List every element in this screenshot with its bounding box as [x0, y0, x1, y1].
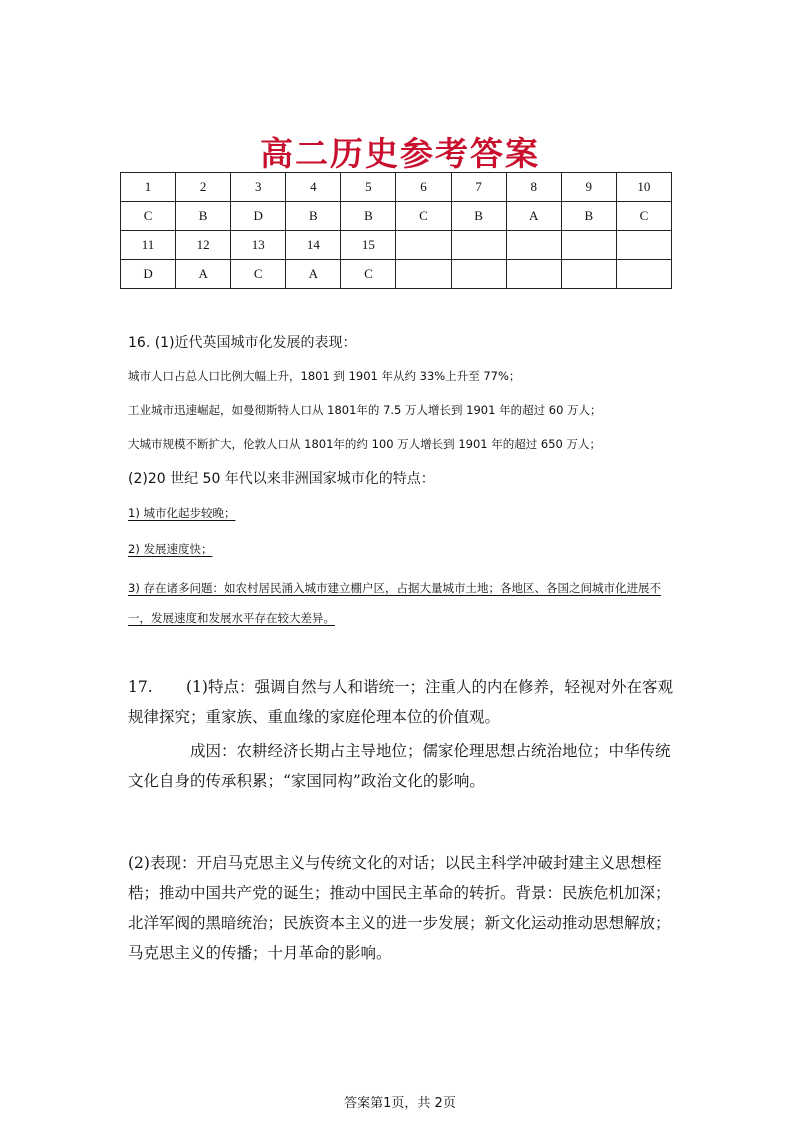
q16-line-1: 城市人口占总人口比例大幅上升，1801 到 1901 年从约 33%上升至 77%； — [128, 369, 521, 383]
answer-table-cell: D — [231, 202, 286, 231]
answer-table-cell — [616, 260, 671, 289]
q16-sub-heading: (2)20 世纪 50 年代以来非洲国家城市化的特点： — [128, 471, 435, 487]
q17-part1-cause: 成因：农耕经济长期占主导地位；儒家伦理思想占统治地位；中华传统文化自身的传承积累；“家国同构”政治文化的影响。 — [128, 742, 671, 790]
answer-table-cell: C — [121, 202, 176, 231]
answer-table-row — [121, 260, 672, 289]
answer-table-cell: 9 — [561, 173, 616, 202]
q17-part1-text: (1)特点：强调自然与人和谐统一；注重人的内在修养，轻视对外在客观规律探究；重家族、重血缘的家庭伦理本位的价值观。 — [128, 678, 673, 726]
answer-table — [120, 172, 672, 289]
answer-table-cell — [451, 260, 506, 289]
answer-table-cell — [451, 231, 506, 260]
page-footer: 答案第1页，共 2页 — [344, 1096, 456, 1111]
q16-heading: 16. (1)近代英国城市化发展的表现： — [128, 335, 357, 351]
answer-table-cell: 3 — [231, 173, 286, 202]
answer-table-cell — [506, 260, 561, 289]
answer-table-cell: B — [176, 202, 231, 231]
answer-table-cell: D — [121, 260, 176, 289]
answer-table-cell: 13 — [231, 231, 286, 260]
answer-table-cell — [616, 231, 671, 260]
q16-point-1: 1) 城市化起步较晚； — [128, 506, 236, 520]
answer-table-row — [121, 202, 672, 231]
answer-table-cell: 15 — [341, 231, 396, 260]
page-title: 高二历史参考答案 — [260, 134, 540, 173]
answer-table-cell: B — [286, 202, 341, 231]
answer-table-cell: C — [231, 260, 286, 289]
answer-table-cell: C — [341, 260, 396, 289]
answer-table-cell: 12 — [176, 231, 231, 260]
answer-table-cell: C — [396, 202, 451, 231]
answer-table-cell: 14 — [286, 231, 341, 260]
answer-table-cell: A — [176, 260, 231, 289]
answer-table-cell: 2 — [176, 173, 231, 202]
answer-table-cell: 5 — [341, 173, 396, 202]
q16-line-3: 大城市规模不断扩大，伦敦人口从 1801年的约 100 万人增长到 1901 年的超过 650 万人； — [128, 437, 602, 451]
q17-part1 — [128, 672, 680, 732]
answer-table-cell: B — [451, 202, 506, 231]
answer-table-cell — [506, 231, 561, 260]
answer-table-cell — [396, 260, 451, 289]
answer-table-cell — [561, 260, 616, 289]
answer-table-cell: 1 — [121, 173, 176, 202]
answer-table-cell — [561, 231, 616, 260]
answer-table-cell: 4 — [286, 173, 341, 202]
answer-table-cell: 8 — [506, 173, 561, 202]
q16-line-2: 工业城市迅速崛起，如曼彻斯特人口从 1801年的 7.5 万人增长到 1901 年的超过 60 万人； — [128, 403, 602, 417]
answer-table-cell — [396, 231, 451, 260]
answer-table-cell: C — [616, 202, 671, 231]
q16-point-2: 2) 发展速度快； — [128, 542, 213, 556]
answer-table-row — [121, 231, 672, 260]
answer-table-cell: B — [341, 202, 396, 231]
answer-table-cell: 6 — [396, 173, 451, 202]
q17-part2: (2)表现：开启马克思主义与传统文化的对话；以民主科学冲破封建主义思想桎梏；推动中国共产党的诞生；推动中国民主革命的转折。背景：民族危机加深；北洋军阀的黑暗统治；民族资本主义的进一步发展；新文化运动推动思想解放；马克思主义的传播；十月革命的影响。 — [128, 854, 671, 962]
answer-table-cell: 10 — [616, 173, 671, 202]
answer-table-cell: B — [561, 202, 616, 231]
answer-table-row — [121, 173, 672, 202]
answer-table-cell: A — [506, 202, 561, 231]
answer-table-cell: 11 — [121, 231, 176, 260]
q16-point-3: 3) 存在诸多问题：如农村居民涌入城市建立棚户区，占据大量城市土地；各地区、各国之间城市化进展不一，发展速度和发展水平存在较大差异。 — [128, 581, 661, 625]
answer-table-cell: A — [286, 260, 341, 289]
q17-number: 17. — [128, 678, 153, 696]
answer-table-cell: 7 — [451, 173, 506, 202]
